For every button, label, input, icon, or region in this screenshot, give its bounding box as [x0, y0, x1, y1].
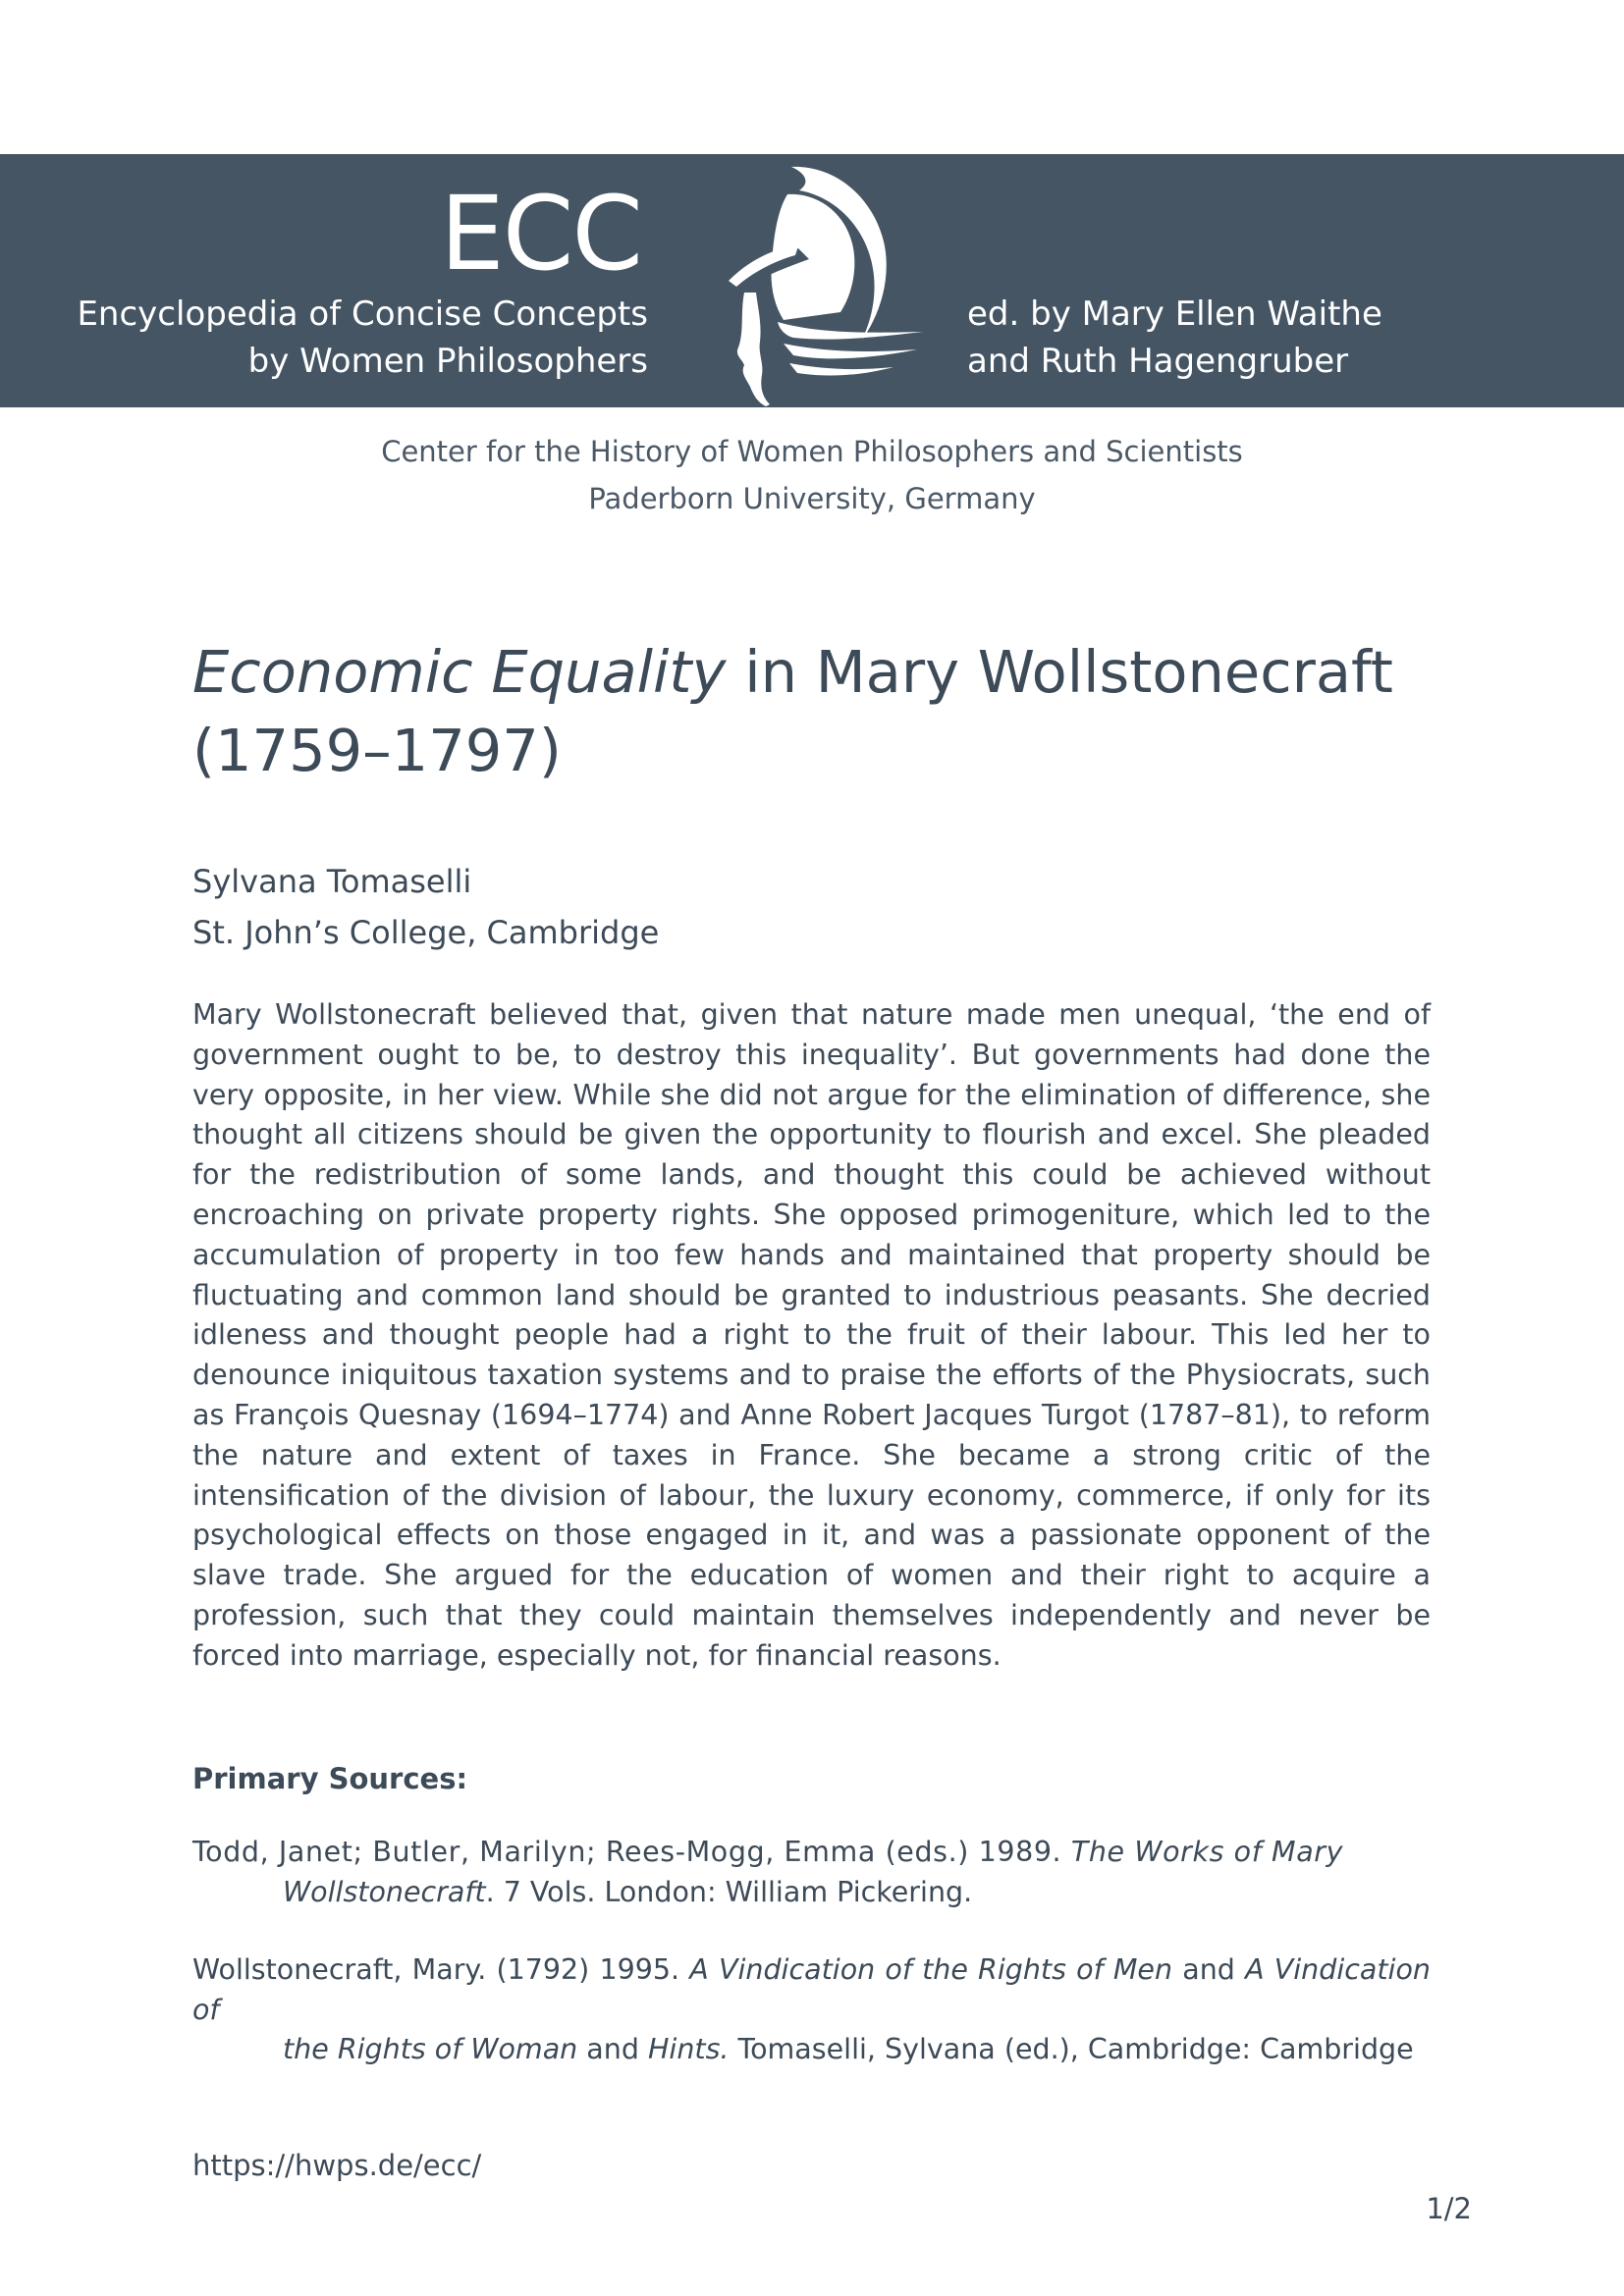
- article-title-dates: (1759–1797): [192, 717, 562, 784]
- primary-sources-heading: Primary Sources:: [192, 1762, 468, 1795]
- article-title-subject: in Mary Wollstonecraft: [726, 638, 1393, 706]
- reference-authors: Wollstonecraft, Mary. (1792) 1995.: [192, 1953, 690, 1986]
- reference-conjunction: and: [577, 2033, 648, 2065]
- reference-title: A Vindication of: [192, 1953, 1431, 2026]
- abstract-paragraph: Mary Wollstonecraft believed that, given that nature made men unequal, ‘the end of government ought to be, to destroy this inequality’. But governments had done the very opposite, in her view. While she did not argue for the elimination of difference, she thought all citizens should be given the opportunity to flourish and excel. She pleaded for the redistribution of some lands, and thought this could be achieved without encroaching on private property rights. She opposed primogeniture, which led to the accumulation of property in too few hands and maintained that property should be fluctuating and common land should be granted to industrious peasants. She decried idleness and thought people had a right to the fruit of their labour. This led her to denounce iniquitous taxation systems and to praise the efforts of the Physiocrats, such as François Quesnay (1694–1774) and Anne Robert Jacques Turgot (1787–81), to reform the nature and extent of taxes in France. She became a strong critic of the intensification of the division of labour, the luxury economy, commerce, if only for its psychological effects on those engaged in it, and was a passionate opponent of the slave trade. She argued for the education of women and their right to acquire a profession, such that they could maintain themselves independently and never be forced into marriage, especially not, for financial reasons.: [192, 998, 1431, 1672]
- reference-title: Wollstonecraft: [283, 1875, 486, 1908]
- institution-line2: Paderborn University, Germany: [588, 482, 1036, 515]
- reference-line: [192, 1950, 1431, 2030]
- reference-title: the Rights of Woman: [283, 2033, 578, 2065]
- reference-title: The Works of Mary: [1070, 1836, 1344, 1868]
- encyclopedia-title-line1: Encyclopedia of Concise Concepts: [77, 294, 648, 334]
- reference-item: [192, 1950, 1431, 2070]
- author-affiliation: St. John’s College, Cambridge: [192, 914, 660, 951]
- reference-conjunction: and: [1172, 1953, 1246, 1986]
- reference-publication: Tomaselli, Sylvana (ed.), Cambridge: Cambridge: [729, 2033, 1414, 2065]
- reference-publication: . 7 Vols. London: William Pickering.: [485, 1875, 973, 1908]
- ecc-logo-text: ECC: [440, 174, 641, 294]
- athena-helmet-icon: [715, 165, 923, 406]
- editors-line2: and Ruth Hagengruber: [967, 342, 1349, 381]
- author-name: Sylvana Tomaselli: [192, 863, 472, 900]
- footer-url-link[interactable]: https://hwps.de/ecc/: [192, 2149, 482, 2182]
- article-title: [192, 633, 1430, 790]
- reference-title: A Vindication of the Rights of Men: [689, 1953, 1173, 1986]
- reference-line: [192, 1873, 1431, 1913]
- editors: [967, 291, 1382, 385]
- article-title-concept: Economic Equality: [192, 638, 727, 706]
- author-block: [192, 856, 659, 958]
- editors-line1: ed. by Mary Ellen Waithe: [967, 294, 1382, 334]
- reference-line: [192, 1833, 1431, 1873]
- reference-title: Hints.: [647, 2033, 730, 2065]
- article-title-line1: [192, 633, 1430, 712]
- reference-line: [192, 2030, 1431, 2070]
- institution-line1: Center for the History of Women Philosophers and Scientists: [381, 435, 1243, 468]
- institution-block: [0, 428, 1624, 522]
- reference-authors: Todd, Janet; Butler, Marilyn; Rees-Mogg, Emma (eds.) 1989.: [192, 1836, 1071, 1868]
- encyclopedia-title-line2: by Women Philosophers: [247, 342, 648, 381]
- reference-item: [192, 1833, 1431, 1912]
- encyclopedia-title: [77, 291, 648, 385]
- page-number: 1/2: [1426, 2192, 1472, 2225]
